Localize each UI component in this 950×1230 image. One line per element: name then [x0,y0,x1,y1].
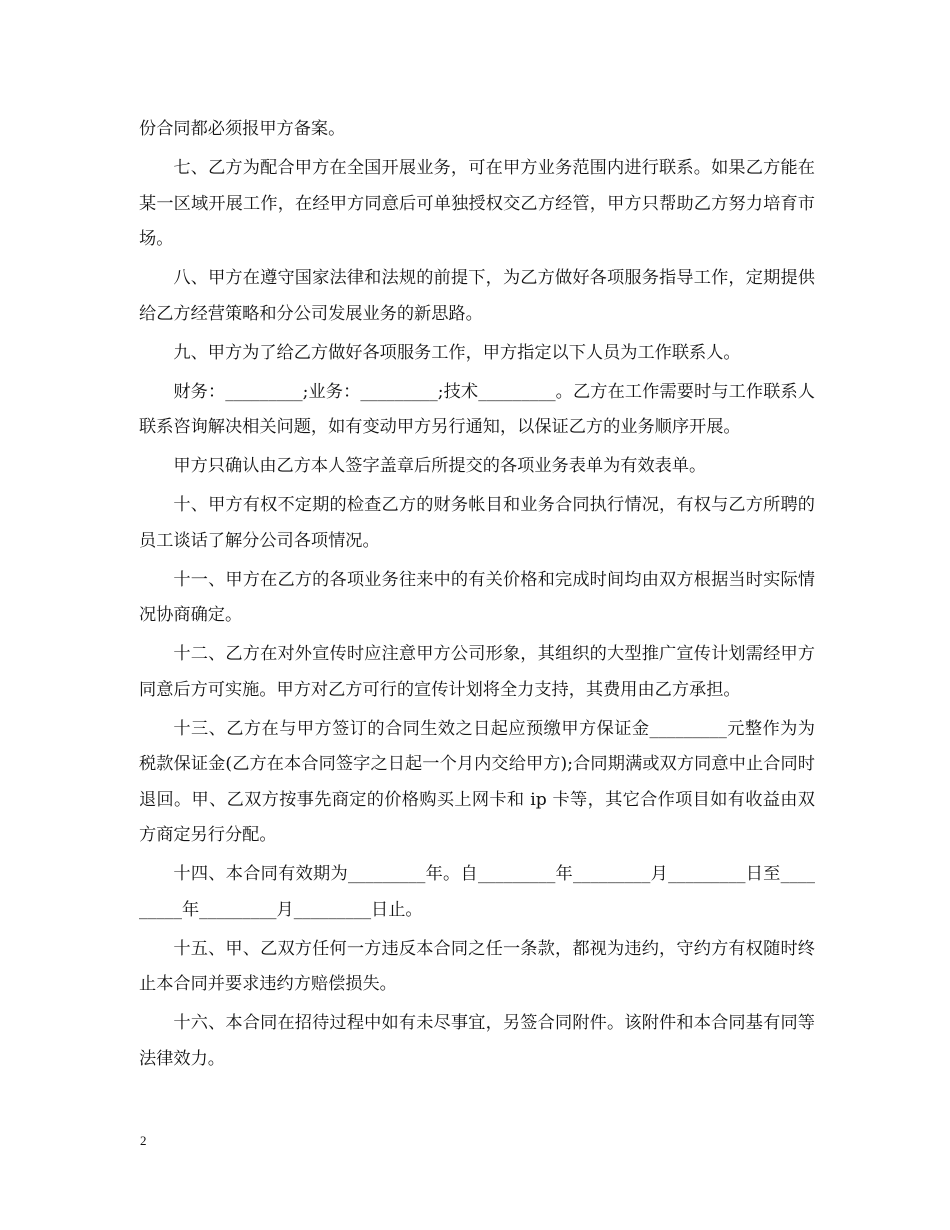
paragraph-clause-16: 十六、本合同在招待过程中如有未尽事宜，另签合同附件。该附件和本合同基有同等法律效力。 [139,1013,815,1069]
page-number: 2 [140,1133,147,1148]
paragraph-clause-11: 十一、甲方在乙方的各项业务往来中的有关价格和完成时间均由双方根据当时实际情况协商确定。 [139,569,815,625]
paragraph-clause-12: 十二、乙方在对外宣传时应注意甲方公司形象，其组织的大型推广宣传计划需经甲方同意后方可实施。甲方对乙方可行的宣传计划将全力支持，其费用由乙方承担。 [139,644,815,700]
paragraph-clause-9: 九、甲方为了给乙方做好各项服务工作，甲方指定以下人员为工作联系人。 [173,342,741,363]
document-body [139,112,815,1077]
paragraph-clause-10: 十、甲方有权不定期的检查乙方的财务帐目和业务合同执行情况，有权与乙方所聘的员工谈话了解分公司各项情况。 [139,495,815,551]
paragraph-valid-forms: 甲方只确认由乙方本人签字盖章后所提交的各项业务表单为有效表单。 [173,456,707,476]
paragraph-clause-15: 十五、甲、乙双方任何一方违反本合同之任一条款，都视为违约，守约方有权随时终止本合同并要求违约方赔偿损失。 [139,938,815,994]
paragraph-clause-7: 七、乙方为配合甲方在全国开展业务，可在甲方业务范围内进行联系。如果乙方能在某一区域开展工作，在经甲方同意后可单独授权交乙方经管，甲方只帮助乙方努力培育市场。 [139,158,815,249]
paragraph-clause-14: 十四、本合同有效期为_________年。自_________年_________月_________日至_________年_________月_________日止。 [139,864,815,920]
paragraph-clause-13: 十三、乙方在与甲方签订的合同生效之日起应预缴甲方保证金_________元整作为为税款保证金(乙方在本合同签字之日起一个月内交给甲方);合同期满或双方同意中止合同时退回。甲、乙双方按事先商定的价格购买上网卡和 ip 卡等，其它合作项目如有收益由双方商定另行分配。 [139,718,815,845]
paragraph-continuation: 份合同都必须报甲方备案。 [139,119,346,139]
paragraph-contacts: 财务：_________;业务：_________;技术_________。乙方在工作需要时与工作联系人联系咨询解决相关问题，如有变动甲方另行通知，以保证乙方的业务顺序开展。 [139,381,815,437]
paragraph-clause-8: 八、甲方在遵守国家法律和法规的前提下，为乙方做好各项服务指导工作，定期提供给乙方经营策略和分公司发展业务的新思路。 [139,268,815,324]
